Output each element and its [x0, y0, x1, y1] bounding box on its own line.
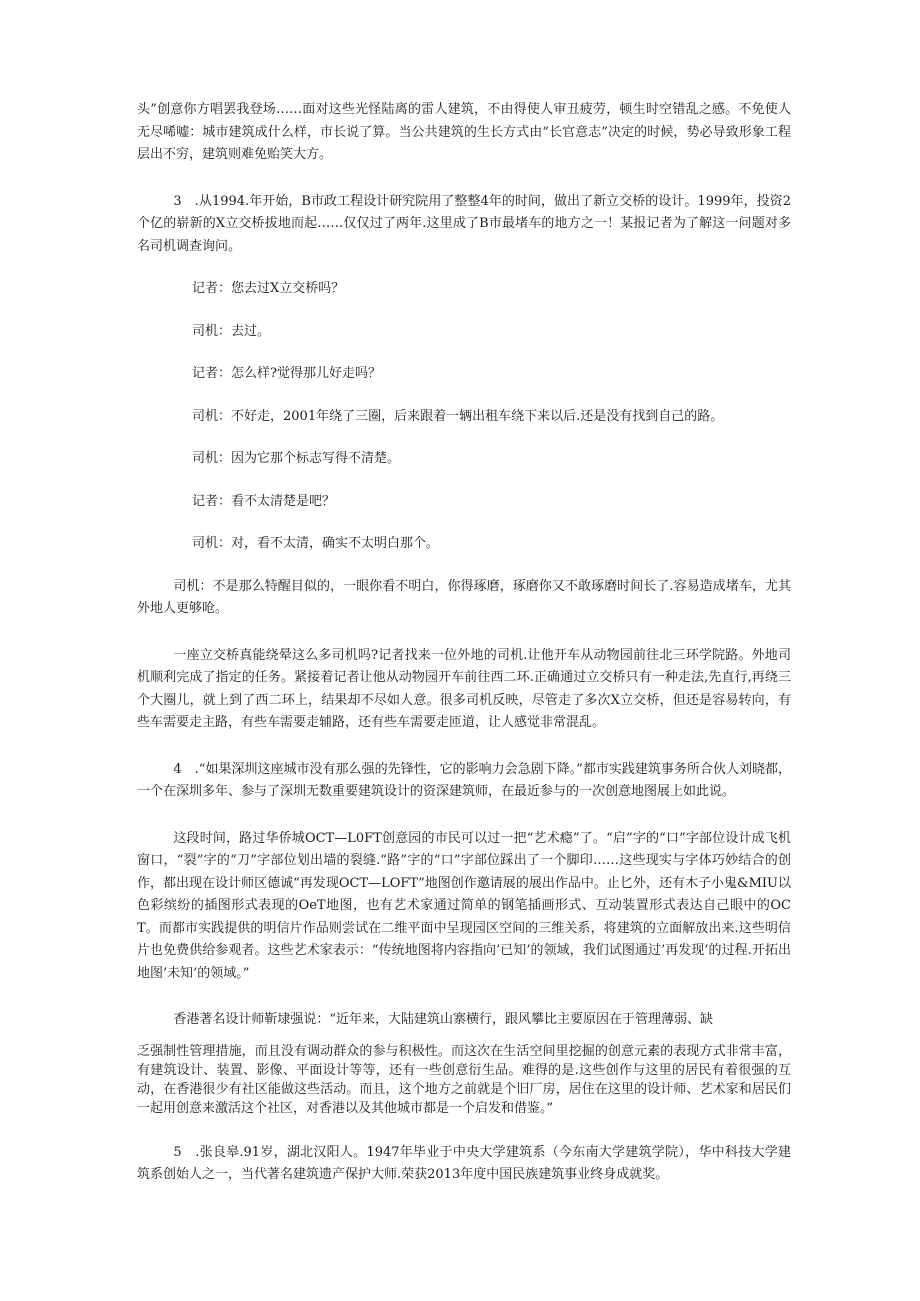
paragraph-interchange: 一座立交桥真能绕晕这么多司机吗?记者找来一位外地的司机.让他开车从动物园前往北三环学院路。外地司机顺利完成了指定的任务。紧接着记者让他从动物园开车前往西二环.正确通过立交桥只有一种走法,先直行,再绕三个大圈儿，就上到了西二环上，结果却不尽如人意。很多司机反映，尽管走了多次X立交桥，但还是容易转向，有些车需要走主路，有些车需要走辅路，还有些车需要走匝道，让人感觉非常混乱。: [137, 647, 791, 730]
document-body: [137, 99, 791, 1187]
dialogue-line: 记者：您去过X立交桥吗？: [192, 281, 345, 296]
dialogue-line: 记者：怎么样?觉得那儿好走吗？: [192, 366, 381, 381]
dialogue-line: 司机：去过。: [192, 323, 271, 339]
paragraph-oct-loft: 这段时间，路过华侨城OCT—L0FT创意园的市民可以过一把“艺术瘾”了。“启”字的“口”字部位设计成飞机窗口，“裂”字的“刀”字部位划出墙的裂缝.“路”字的“口”字部位踩出了一个脚印……这些现实与字体巧妙结合的创作，都出现在设计师区德诚“再发现OCT—LOFT”地图创作邀请展的展出作品中。止匕外，还有木子小鬼&MIU以色彩缤纷的插图形式表现的OeT地图，也有艺术家通过简单的钢笔插画形式、互动装置形式表达自己眼中的OCT。而都市实践提供的明信片作品则尝试在二维平面中呈现园区空间的三维关系，将建筑的立面解放出来.这些明信片也免费供给参观者。这些艺术家表示：“传统地图将内容指向’已知’的领域，我们试图通过’再发现’的过程.开拓出地图’未知’的领域。”: [137, 830, 791, 981]
paragraph-quote-body: 乏强制性管理措施，而且没有调动群众的参与积极性。而这次在生活空间里挖掘的创意元素的表现方式非常丰富，有建筑设计、装置、影像、平面设计等等，还有一些创意衍生品。难得的是.这些创作与这里的居民有着很强的互动，在香港很少有社区能做这些活动。而且，这个地方之前就是个旧厂房，居住在这里的设计师、艺术家和居民们一起用创意来激活这个社区，对香港以及其他城市都是一个启发和借鉴。”: [137, 1043, 791, 1116]
paragraph-5: 5 .张良皋.91岁，湖北汉阳人。1947年毕业于中央大学建筑系（今东南大学建筑学院），华中科技大学建筑系创始人之一，当代著名建筑遗产保护大师.荣获2013年度中国民族建筑事业终身成就奖。: [137, 1144, 791, 1182]
paragraph-quote-start: 香港著名设计师靳埭强说：“近年来，大陆建筑山寨横行，跟风攀比主要原因在于管理薄弱、缺: [173, 1012, 714, 1027]
paragraph-3: 3 .从1994.年开始，B市政工程设计研究院用了整整4年的时间，做出了新立交桥的设计。1999年，投资2个亿的崭新的X立交桥拔地而起……仅仅过了两年.这里成了B市最堵车的地方之一！某报记者为了解这一问题对多名司机调查询问。: [137, 193, 791, 254]
paragraph-intro-continued: 头”创意你方唱罢我登场……面对这些光怪陆离的雷人建筑，不由得使人审丑疲劳，顿生时空错乱之感。不免使人无尽唏嘘：城市建筑成什么样，市长说了算。当公共建筑的生长方式由“长官意志”决定的时候，势必导致形象工程层出不穷，建筑则难免贻笑大方。: [137, 102, 791, 162]
dialogue-line: 司机：不好走，2001年绕了三圈，后来跟着一辆出租车绕下来以后.还是没有找到自己的路。: [192, 408, 724, 424]
dialogue-line: 司机：因为它那个标志写得不清楚。: [192, 451, 401, 466]
dialogue-line: 司机：对，看不太清，确实不太明白那个。: [192, 536, 440, 551]
dialogue-line: 司机：不是那么特醒目似的，一眼你看不明白，你得琢磨，琢磨你又不敢琢磨时间长了.容易造成堵车，尤其外地人更够呛。: [137, 578, 791, 616]
paragraph-4: 4 .“如果深圳这座城市没有那么强的先锋性，它的影响力会急剧下降。”都市实践建筑事务所合伙人刘晓都，一个在深圳多年、参与了深圳无数重要建筑设计的资深建筑师，在最近参与的一次创意地图展上如此说。: [137, 761, 791, 799]
dialogue-line: 记者：看不太清楚是吧？: [192, 493, 336, 509]
